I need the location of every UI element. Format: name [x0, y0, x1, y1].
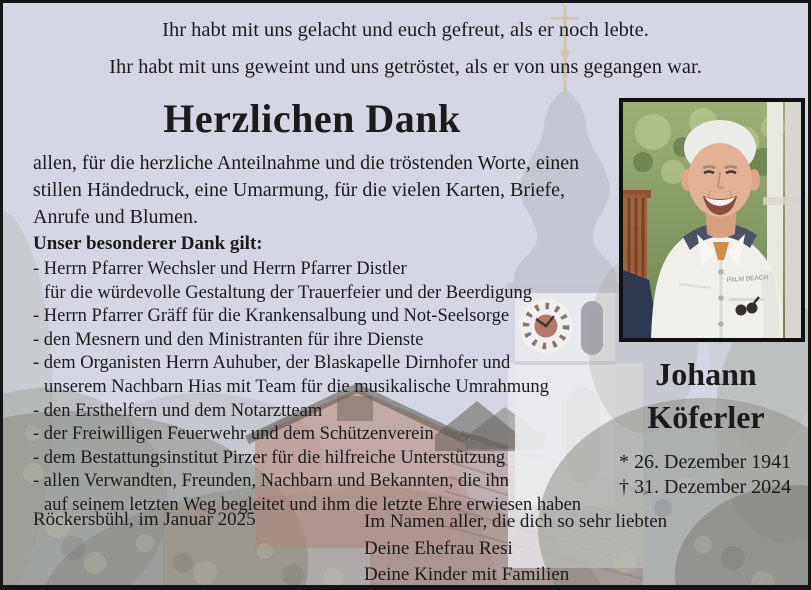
closing-line: Im Namen aller, die dich so sehr liebten [364, 511, 668, 532]
portrait-photo [619, 98, 805, 342]
thanks-item: - dem Bestattungsinstitut Pirzer für die hilfreiche Unterstützung [33, 447, 506, 468]
thanks-item: - den Mesnern und den Ministranten für ihre Dienste [33, 329, 424, 350]
thanks-item-continuation: auf seinem letzten Weg begleitet und ihm die letzte Ehre erwiesen haben [44, 494, 582, 515]
thanks-item: - Herrn Pfarrer Wechsler und Herrn Pfarrer Distler [33, 259, 407, 279]
closing-line: Deine Ehefrau Resi [364, 537, 513, 559]
thanks-item: - dem Organisten Herrn Auhuber, der Blaskapelle Dirnhofer und [33, 353, 511, 374]
card-title: Herzlichen Dank [163, 96, 461, 141]
deceased-first-name: Johann [655, 356, 757, 392]
life-dates [619, 450, 791, 500]
thanks-item: - allen Verwandten, Freunden, Nachbarn und Bekannten, die ihn [33, 471, 509, 492]
deceased-last-name: Köferler [647, 399, 765, 435]
thanks-item-continuation: für die würdevolle Gestaltung der Trauerfeier und der Beerdigung [44, 282, 533, 303]
shirt-logo-text: PALM BEACH [726, 274, 769, 284]
death-date: † 31. Dezember 2024 [619, 476, 792, 498]
birth-date: * 26. Dezember 1941 [619, 451, 792, 473]
special-thanks-heading: Unser besonderer Dank gilt: [33, 233, 263, 254]
place-date: Röckersbühl, im Januar 2025 [33, 509, 256, 530]
thanks-paragraph: allen, für die herzliche Anteilnahme und die tröstenden Worte, einen stillen Händedruck, eine Umarmung, für die vielen Karten, Briefe, Anrufe und Blumen. [33, 152, 580, 228]
thanks-item-continuation: unserem Nachbarn Hias mit Team für die musikalische Umrahmung [44, 376, 549, 397]
closing-block [364, 509, 667, 589]
portrait-illustration [623, 102, 801, 338]
thanks-item: - Herrn Pfarrer Gräff für die Krankensalbung und Not-Seelsorge [33, 306, 510, 327]
thanks-list [33, 258, 581, 518]
closing-line: Deine Kinder mit Familien [364, 564, 570, 585]
intro-line-2: Ihr habt mit uns geweint und uns getröstet, als er von uns gegangen war. [109, 56, 702, 78]
thanks-item: - den Ersthelfern und dem Notarztteam [33, 400, 323, 421]
thanks-item: - der Freiwilligen Feuerwehr und dem Schützenverein [33, 424, 434, 445]
deceased-name [600, 353, 811, 439]
intro-line-1: Ihr habt mit uns gelacht und euch gefreut, als er noch lebte. [162, 19, 649, 41]
